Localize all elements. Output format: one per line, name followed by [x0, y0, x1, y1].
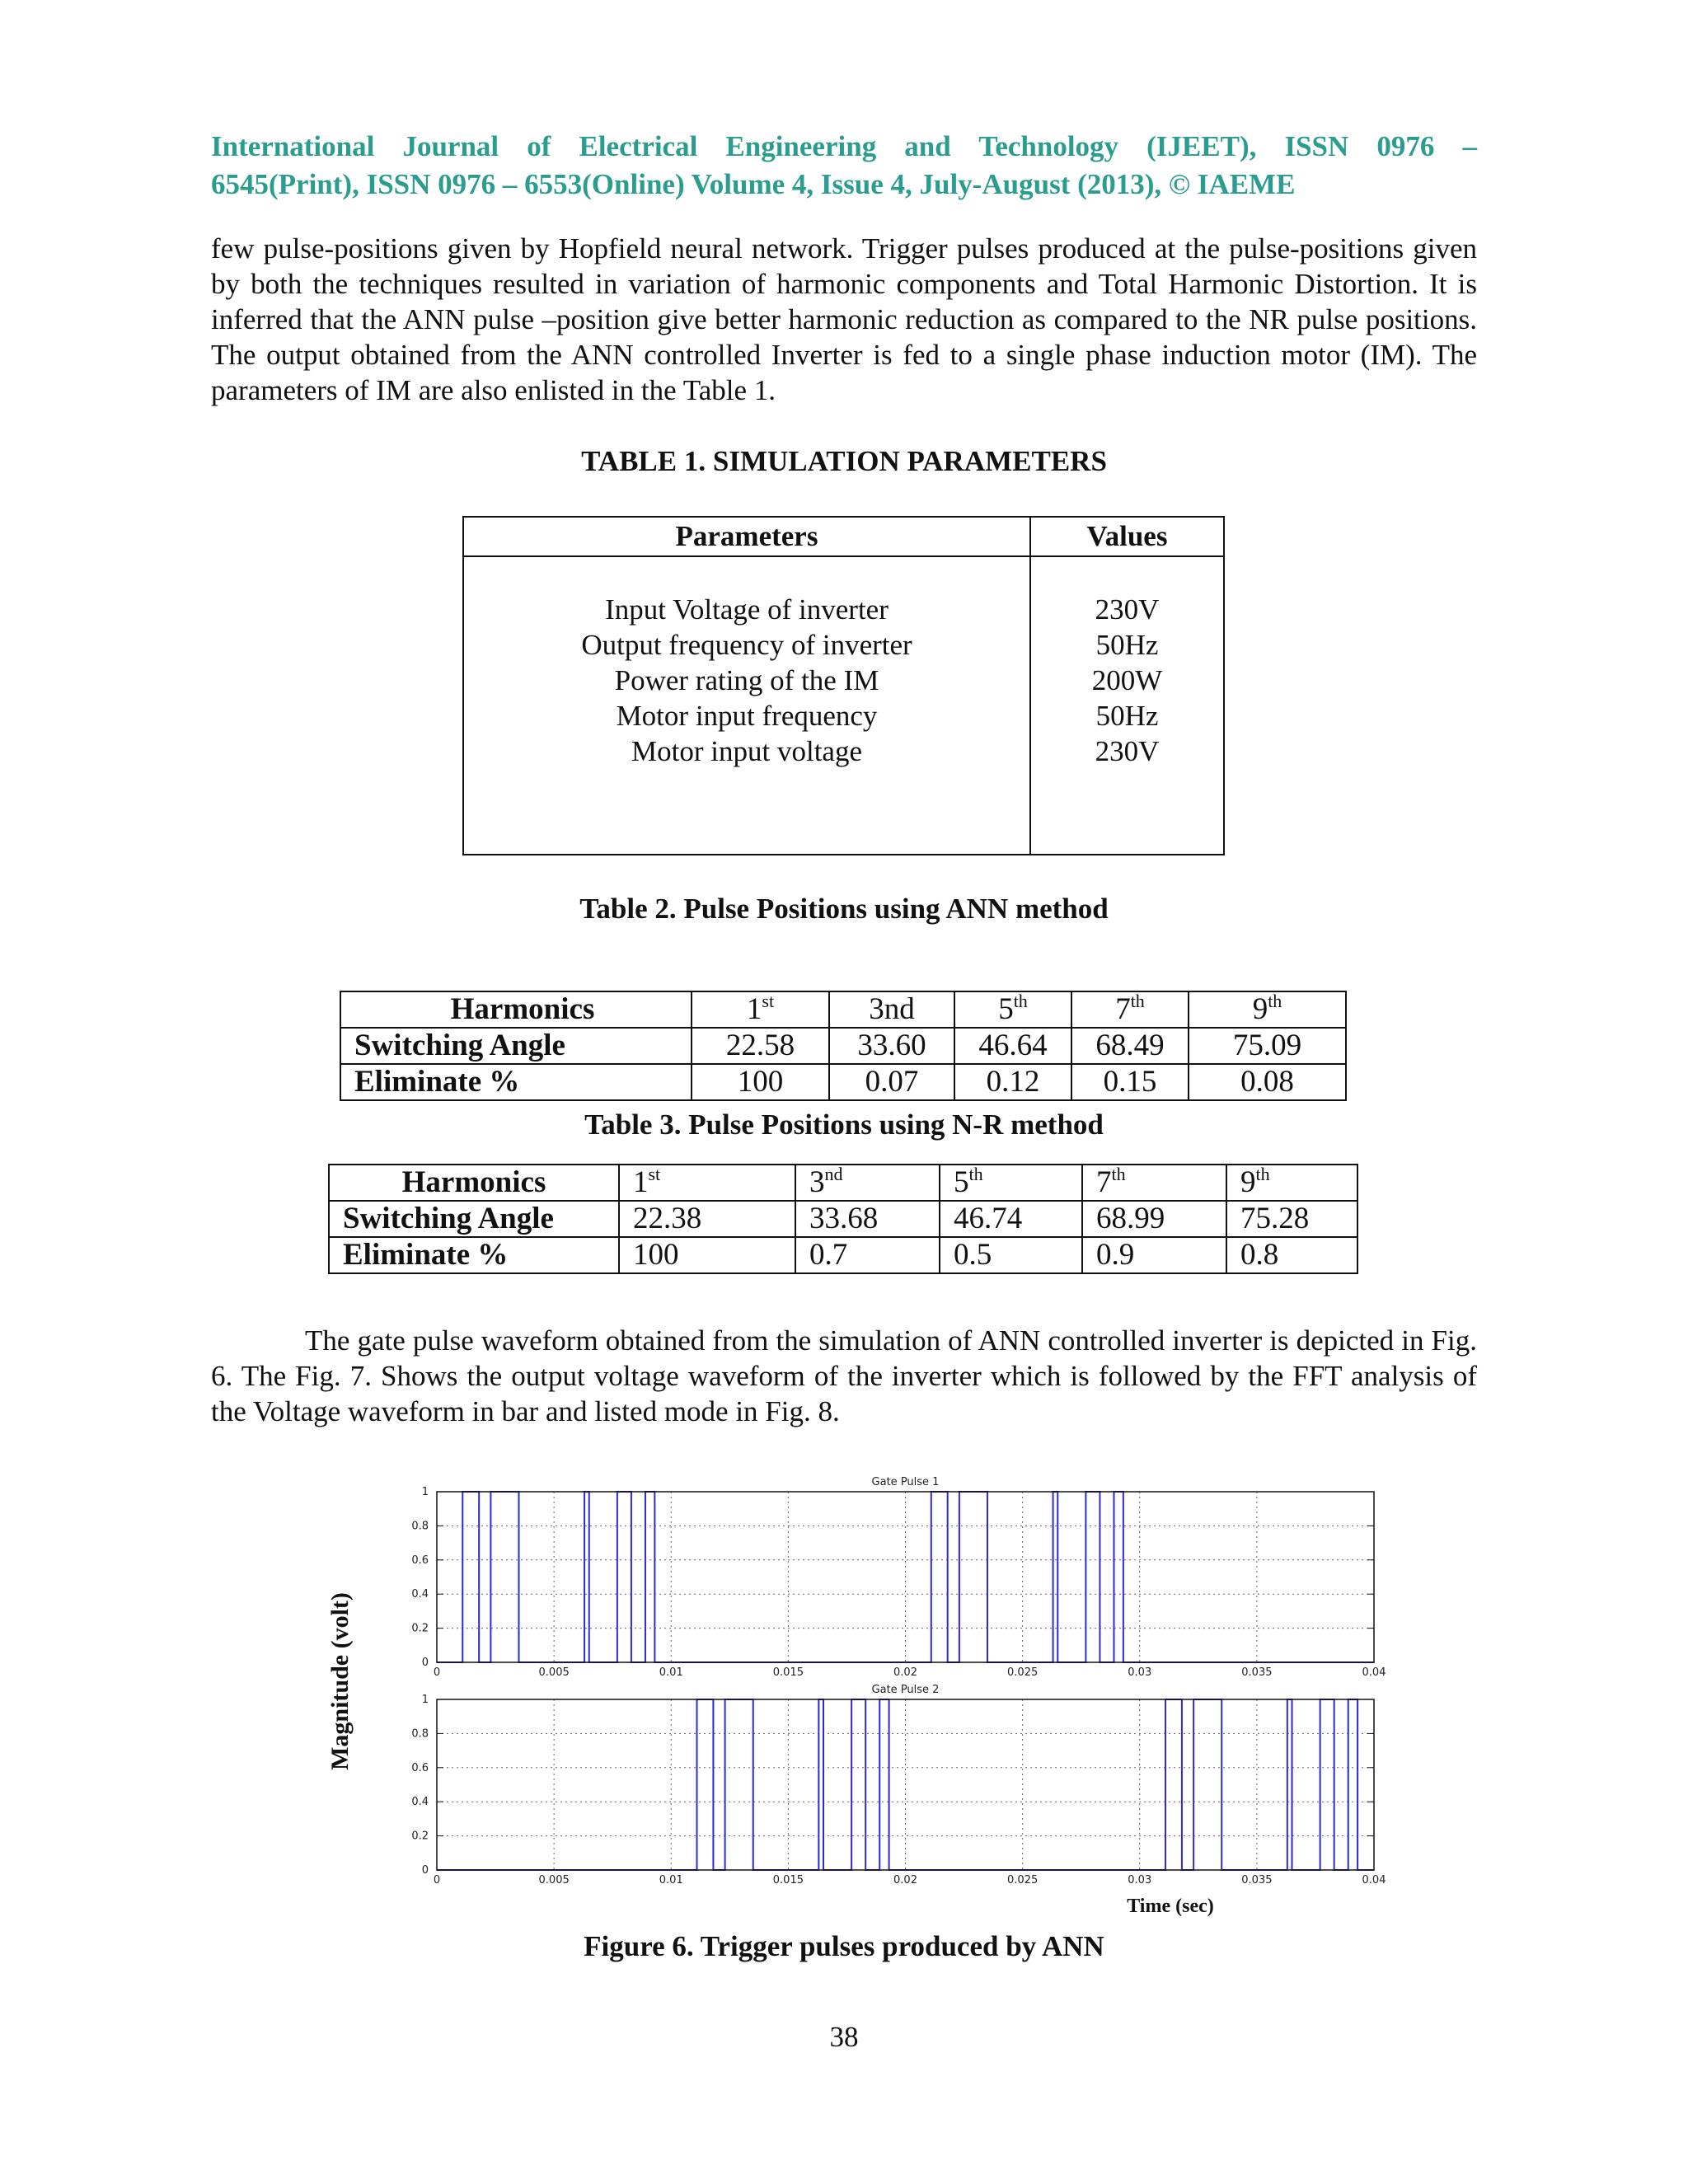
x-tick-label: 0.015 — [772, 1666, 804, 1679]
table3-row-label: Harmonics — [329, 1165, 619, 1201]
table1-param: Motor input voltage — [631, 735, 862, 767]
table1-value: 50Hz — [1095, 700, 1159, 732]
simulation-parameters-table — [462, 516, 1225, 855]
x-tick-label: 0 — [433, 1874, 441, 1886]
y-tick-label: 1 — [421, 1694, 429, 1706]
x-tick-label: 0.015 — [772, 1874, 804, 1886]
table1-param: Motor input frequency — [616, 700, 878, 732]
table2-cell: 0.07 — [829, 1064, 954, 1100]
table3-harmonic: 7th — [1082, 1165, 1226, 1201]
table2-harmonic: 3nd — [829, 991, 954, 1028]
x-tick-label: 0.01 — [659, 1666, 683, 1679]
x-tick-label: 0.02 — [893, 1874, 917, 1886]
table2-cell: 33.60 — [829, 1028, 954, 1064]
table2-cell: 22.58 — [692, 1028, 829, 1064]
x-tick-label: 0.04 — [1362, 1874, 1386, 1886]
y-tick-label: 0.8 — [411, 1520, 429, 1533]
x-tick-label: 0.035 — [1241, 1874, 1273, 1886]
table2-cell: 0.08 — [1189, 1064, 1346, 1100]
table3-cell: 75.28 — [1226, 1201, 1357, 1237]
table1-value: 50Hz — [1095, 629, 1159, 661]
table3-cell: 100 — [619, 1237, 795, 1273]
y-tick-label: 0 — [421, 1864, 429, 1877]
gate-pulse-paragraph: The gate pulse waveform obtained from the simulation of ANN controlled inverter is depicted in Fig. 6. The Fig. 7. Shows the output voltage waveform of the inverter which is followed by the FFT analysis of the Voltage waveform in bar and listed mode in Fig. 8. — [211, 1324, 1477, 1427]
y-tick-label: 0.6 — [411, 1761, 429, 1774]
table3-cell: 0.7 — [795, 1237, 940, 1273]
table2-harmonic: 7th — [1071, 991, 1189, 1028]
table1-values-cell — [1030, 556, 1224, 855]
table3-cell: 0.9 — [1082, 1237, 1226, 1273]
x-tick-label: 0.025 — [1007, 1874, 1039, 1886]
table1-param: Input Voltage of inverter — [605, 593, 889, 626]
table2-row-label: Switching Angle — [340, 1028, 692, 1064]
table3-row-label: Eliminate % — [329, 1237, 619, 1273]
ann-pulse-table — [340, 991, 1347, 1101]
table3-harmonic: 3nd — [795, 1165, 940, 1201]
table1-param: Power rating of the IM — [614, 664, 879, 696]
table3-cell: 0.8 — [1226, 1237, 1357, 1273]
table3-cell: 33.68 — [795, 1201, 940, 1237]
table3-cell: 68.99 — [1082, 1201, 1226, 1237]
table2-cell: 68.49 — [1071, 1028, 1189, 1064]
table1-parameters-cell — [463, 556, 1030, 855]
gate-pulse-figure — [305, 1463, 1401, 1924]
table1-value: 200W — [1091, 664, 1163, 696]
table3-harmonic: 1st — [619, 1165, 795, 1201]
page-number: 38 — [829, 2021, 859, 2053]
table3-cell: 0.5 — [940, 1237, 1082, 1273]
y-tick-label: 1 — [421, 1486, 429, 1498]
table2-cell: 75.09 — [1189, 1028, 1346, 1064]
y-tick-label: 0.8 — [411, 1727, 429, 1741]
table2-harmonic: 1st — [692, 991, 829, 1028]
y-tick-label: 0.4 — [411, 1588, 429, 1601]
y-tick-label: 0.4 — [411, 1796, 429, 1809]
table3-harmonic: 5th — [940, 1165, 1082, 1201]
x-tick-label: 0.025 — [1007, 1666, 1039, 1679]
x-tick-label: 0.03 — [1128, 1666, 1152, 1679]
x-axis-label: Time (sec) — [1127, 1896, 1214, 1917]
table1-value: 230V — [1095, 735, 1160, 767]
header-line-1: International Journal of Electrical Engineering and Technology (IJEET), ISSN 0976 – — [211, 130, 1477, 162]
x-tick-label: 0.005 — [538, 1874, 570, 1886]
header-line-2: 6545(Print), ISSN 0976 – 6553(Online) Volume 4, Issue 4, July-August (2013), © IAEME — [211, 168, 1296, 200]
panel-title: Gate Pulse 1 — [871, 1476, 940, 1488]
table2-row-label: Eliminate % — [340, 1064, 692, 1100]
table3-caption: Table 3. Pulse Positions using N-R method — [584, 1108, 1104, 1141]
table2-row-label: Harmonics — [340, 991, 692, 1028]
table2-harmonic: 5th — [954, 991, 1071, 1028]
y-tick-label: 0.2 — [411, 1830, 429, 1843]
table2-cell: 0.15 — [1071, 1064, 1189, 1100]
x-tick-label: 0.03 — [1128, 1874, 1152, 1886]
intro-paragraph: few pulse-positions given by Hopfield neural network. Trigger pulses produced at the pulse-positions given by both the techniques resulted in variation of harmonic components and Total Harmonic Distortion. It is inferred that the ANN pulse –position give better harmonic reduction as compared to the NR pulse positions. The output obtained from the ANN controlled Inverter is fed to a single phase induction motor (IM). The parameters of IM are also enlisted in the Table 1. — [211, 232, 1477, 406]
panel-title: Gate Pulse 2 — [871, 1684, 940, 1696]
x-tick-label: 0.005 — [538, 1666, 570, 1679]
table3-cell: 22.38 — [619, 1201, 795, 1237]
table1-header-values: Values — [1030, 517, 1224, 556]
y-tick-label: 0.6 — [411, 1554, 429, 1567]
table2-cell: 100 — [692, 1064, 829, 1100]
x-tick-label: 0.01 — [659, 1874, 683, 1886]
table2-cell: 0.12 — [954, 1064, 1071, 1100]
y-tick-label: 0.2 — [411, 1622, 429, 1635]
journal-header — [211, 128, 1477, 204]
x-tick-label: 0 — [433, 1666, 441, 1679]
table2-caption: Table 2. Pulse Positions using ANN method — [579, 893, 1109, 925]
table1-caption: TABLE 1. SIMULATION PARAMETERS — [581, 445, 1107, 477]
table2-cell: 46.64 — [954, 1028, 1071, 1064]
x-tick-label: 0.035 — [1241, 1666, 1273, 1679]
x-tick-label: 0.04 — [1362, 1666, 1386, 1679]
table3-cell: 46.74 — [940, 1201, 1082, 1237]
table2-harmonic: 9th — [1189, 991, 1346, 1028]
table1-value: 230V — [1095, 593, 1160, 626]
nr-pulse-table — [328, 1164, 1358, 1274]
table3-row-label: Switching Angle — [329, 1201, 619, 1237]
table1-header-parameters: Parameters — [463, 517, 1030, 556]
table3-harmonic: 9th — [1226, 1165, 1357, 1201]
figure-caption: Figure 6. Trigger pulses produced by ANN — [584, 1930, 1104, 1962]
y-axis-label: Magnitude (volt) — [326, 1592, 354, 1770]
table1-param: Output frequency of inverter — [581, 629, 912, 661]
x-tick-label: 0.02 — [893, 1666, 917, 1679]
y-tick-label: 0 — [421, 1657, 429, 1669]
